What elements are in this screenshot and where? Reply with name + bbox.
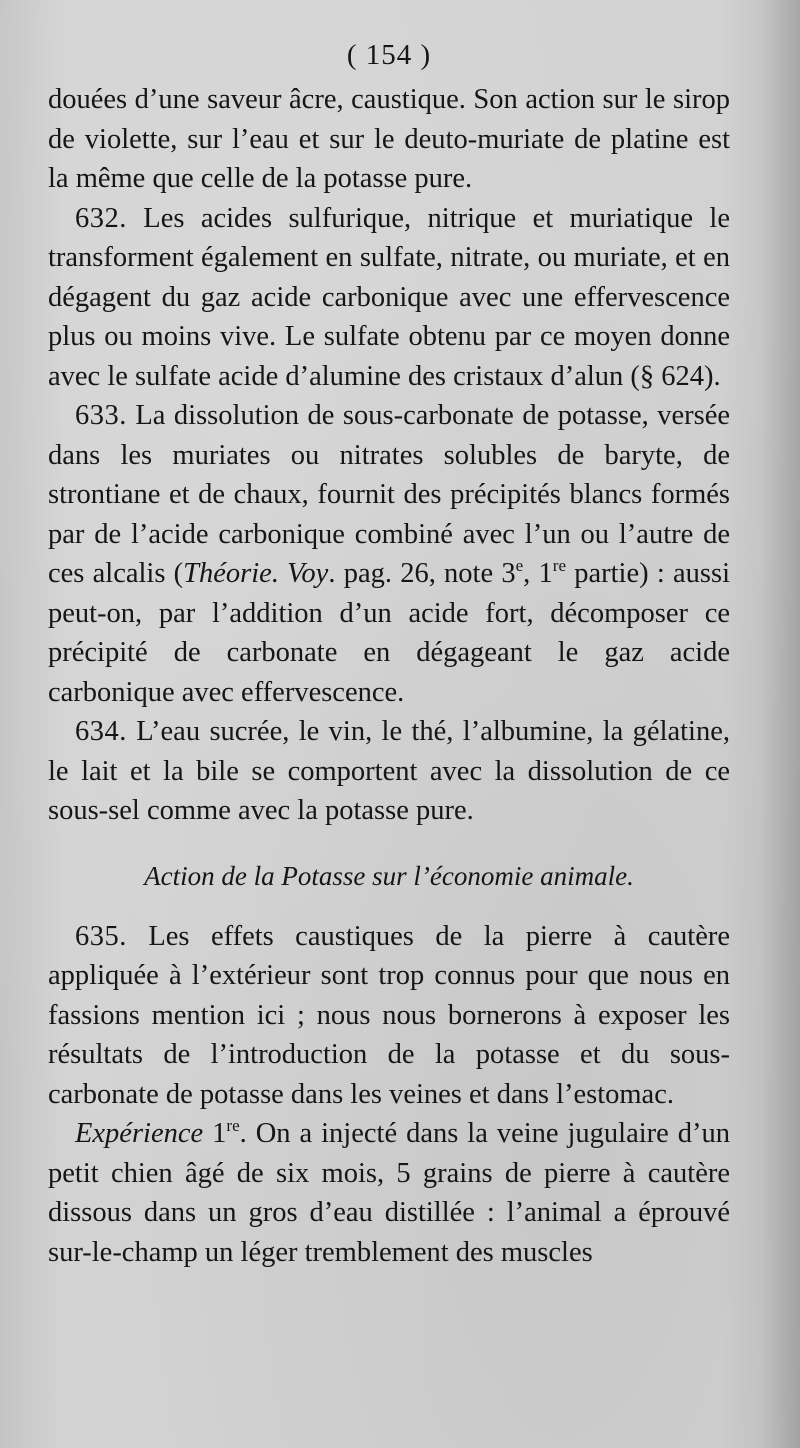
superscript: e	[515, 556, 524, 575]
paragraph-633	[48, 396, 730, 712]
paragraph-634	[48, 712, 730, 831]
superscript: re	[226, 1116, 240, 1135]
paragraph-text: Les effets caustiques de la pierre à cautère appliquée à l’extérieur sont trop connus pour que nous en fassions mention ici ; nous nous bornerons à exposer les résultats de l’introduction de la potasse et du sous-carbonate de potasse dans les veines et dans l’estomac.	[48, 920, 731, 1110]
section-heading: Action de la Potasse sur l’économie animale.	[144, 860, 634, 891]
paragraph-text: . On a injecté dans la veine jugulaire d’un petit chien âgé de six mois, 5 grains de pierre à cautère dissous dans un gros d’eau distillée : l’animal a éprouvé sur-le-champ un léger tremblement des muscles	[48, 1118, 731, 1268]
experience-ordinal: 1	[212, 1118, 227, 1149]
paragraph-635	[48, 917, 730, 1115]
page-content	[48, 30, 730, 1272]
paragraph-text: Les acides sulfurique, nitrique et muriatique le transforment également en sulfate, nitrate, ou muriate, et en dégagent du gaz acide carbonique avec une effervescence plus ou moins vive. Le sulfate obtenu par ce moyen donne avec le sulfate acide d’alumine des cristaux d’alun (§ 624).	[48, 202, 730, 392]
paragraph-text: douées d’une saveur âcre, caustique. Son action sur le sirop de violette, sur l’eau et sur le deuto-muriate de platine est la même que celle de la potasse pure.	[48, 84, 730, 194]
page-number-header: ( 154 )	[346, 39, 432, 71]
paragraph-experience-1	[48, 1114, 730, 1272]
paragraph-number: 635.	[75, 920, 127, 952]
paragraph-number: 632.	[75, 202, 127, 234]
superscript: re	[552, 556, 567, 575]
paragraph-text: , 1	[523, 558, 553, 589]
paragraph-number: 633.	[75, 400, 127, 431]
paragraph-text: L’eau sucrée, le vin, le thé, l’albumine, la gélatine, le lait et la bile se comportent avec la dissolution de ce sous-sel comme avec la potasse pure.	[48, 716, 730, 826]
paragraph-text: . pag. 26, note 3	[328, 558, 516, 589]
paragraph-continuation	[48, 80, 730, 199]
paragraph-number: 634.	[75, 716, 127, 747]
paragraph-text: La dissolution de sous-carbonate de potasse, versée dans les muriates ou nitrates solubles de baryte, de strontiane et de chaux, fournit des précipités blancs formés par de l’acide carbonique combiné avec l’un ou l’autre de ces alcalis (	[48, 400, 731, 589]
paragraph-text: partie) : aussi peut-on, par l’addition d’un acide fort, décomposer ce précipité de carbonate en dégageant le gaz acide carbonique avec effervescence.	[48, 558, 731, 708]
paragraph-632	[48, 199, 730, 397]
page-edge-shadow	[760, 0, 800, 1448]
experience-label: Expérience	[75, 1118, 204, 1149]
italic-reference: Théorie. Voy	[183, 558, 329, 589]
